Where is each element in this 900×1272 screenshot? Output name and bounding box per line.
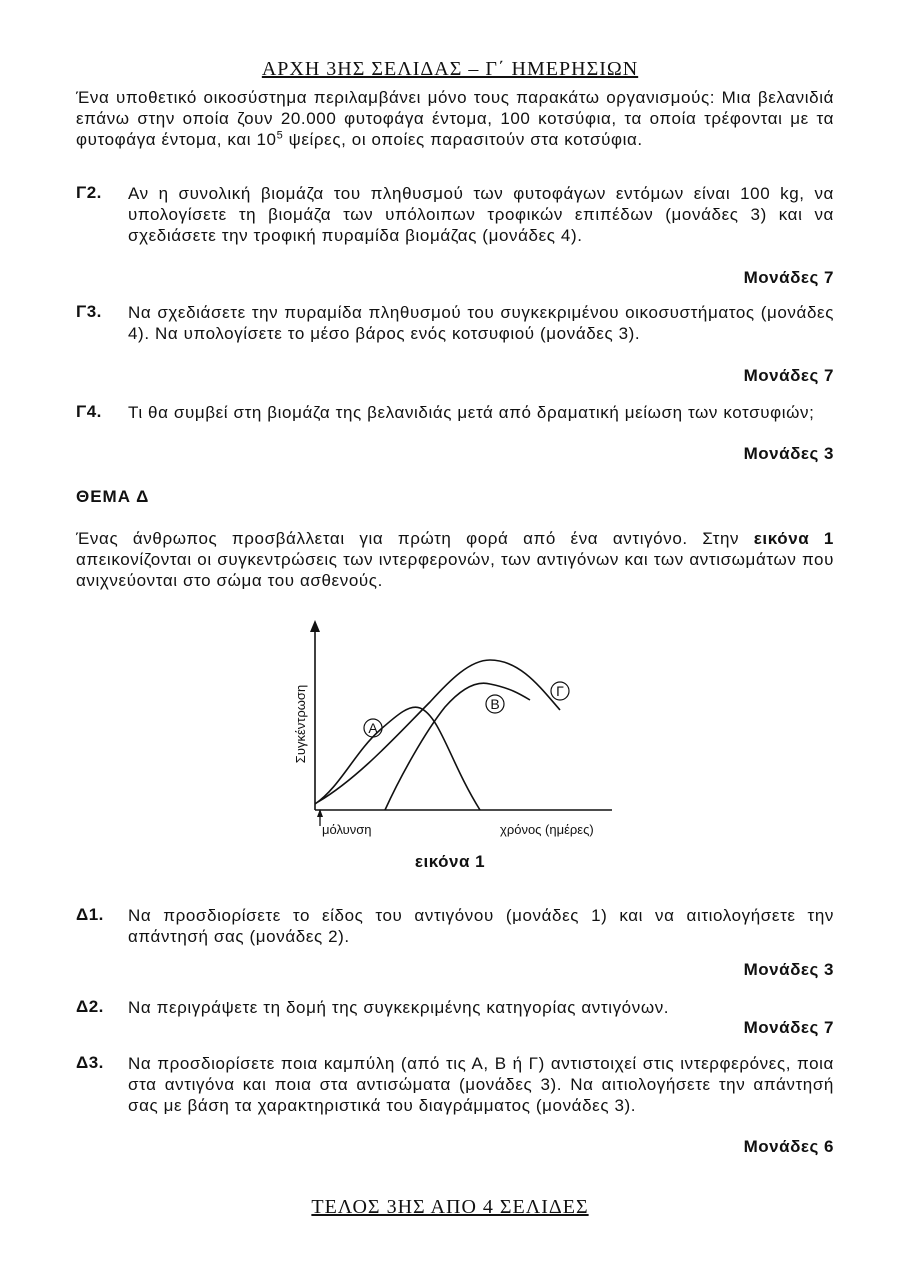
question-g4-marks: Μονάδες 3: [743, 444, 834, 463]
question-d3-number: Δ3.: [76, 1053, 104, 1072]
question-d1-text: Να προσδιορίσετε το είδος του αντιγόνου (μονάδες 1) και να αιτιολογήσετε την απάντησή σας (μονάδες 2).: [128, 906, 834, 946]
intro-text-part1: Ένα υποθετικό οικοσύστημα περιλαμβάνει μόνο τους παρακάτω οργανισμούς: Μια βελανιδιά επάνω στην οποία ζουν 20.000 φυτοφάγα έντομα, 100 κοτσύφια, τα οποία τρέφονται με τα φυτοφάγα έντομα, και 10: [76, 88, 834, 149]
question-g3-text: Να σχεδιάσετε την πυραμίδα πληθυσμού του συγκεκριμένου οικοσυστήματος (μονάδες 4). Να υπολογίσετε το μέσο βάρος ενός κοτσυφιού (μονάδες 3).: [128, 303, 834, 343]
question-d1-marks: Μονάδες 3: [743, 960, 834, 979]
question-d3-marks: Μονάδες 6: [743, 1137, 834, 1156]
figure-caption: εικόνα 1: [414, 852, 486, 871]
y-axis-arrow: [310, 620, 320, 632]
intro-exponent: 5: [276, 129, 284, 142]
x-axis-label: χρόνος (ημέρες): [500, 822, 594, 837]
question-g4-number: Γ4.: [76, 402, 102, 421]
curve-g-label: Γ: [556, 683, 564, 699]
section-d-title: ΘΕΜΑ Δ: [76, 487, 150, 506]
question-g2-number: Γ2.: [76, 183, 102, 202]
question-g2-text: Αν η συνολική βιομάζα του πληθυσμού των φυτοφάγων εντόμων είναι 100 kg, να υπολογίσετε τη βιομάζα των υπόλοιπων τροφικών επιπέδων (μονάδες 3) και να σχεδιάσετε την τροφική πυραμίδα βιομάζας (μονάδες 4).: [128, 184, 834, 245]
curve-b-label: Β: [490, 696, 500, 712]
page-footer: ΤΕΛΟΣ 3ΗΣ ΑΠΟ 4 ΣΕΛΙΔΕΣ: [311, 1196, 589, 1218]
intro-text-part2: ψείρες, οι οποίες παρασιτούν στα κοτσύφια.: [283, 130, 643, 149]
question-g3-number: Γ3.: [76, 302, 102, 321]
concentration-chart: [280, 612, 640, 848]
curve-a: [315, 707, 480, 810]
question-d2-marks: Μονάδες 7: [743, 1018, 834, 1037]
question-d3-text: Να προσδιορίσετε ποια καμπύλη (από τις Α, Β ή Γ) αντιστοιχεί στις ιντερφερόνες, ποια στα αντιγόνα και ποια στα αντισώματα (μονάδες 3). Να αιτιολογήσετε την απάντησή σας με βάση τα χαρακτηριστικά του διαγράμματος (μονάδες 3).: [128, 1054, 834, 1115]
intro-paragraph: [76, 87, 834, 150]
curve-b: [385, 683, 530, 810]
question-g2-marks: Μονάδες 7: [743, 268, 834, 287]
section-d-intro-bold: εικόνα 1: [753, 529, 834, 548]
question-d1-number: Δ1.: [76, 905, 104, 924]
y-axis-label: Συγκέντρωση: [293, 684, 308, 764]
question-d2-number: Δ2.: [76, 997, 104, 1016]
page-header: ΑΡΧΗ 3ΗΣ ΣΕΛΙΔΑΣ – Γ΄ ΗΜΕΡΗΣΙΩΝ: [261, 58, 639, 80]
question-d2-text: Να περιγράψετε τη δομή της συγκεκριμένης κατηγορίας αντιγόνων.: [128, 998, 670, 1017]
curve-a-label: Α: [368, 720, 378, 736]
section-d-intro-before: Ένας άνθρωπος προσβάλλεται για πρώτη φορά από ένα αντιγόνο. Στην: [76, 529, 754, 548]
origin-label: μόλυνση: [322, 822, 372, 837]
question-g4-text: Τι θα συμβεί στη βιομάζα της βελανιδιάς μετά από δραματική μείωση των κοτσυφιών;: [128, 403, 815, 422]
section-d-intro: [76, 528, 834, 591]
question-g3-marks: Μονάδες 7: [743, 366, 834, 385]
section-d-intro-after: απεικονίζονται οι συγκεντρώσεις των ιντερφερονών, των αντιγόνων και των αντισωμάτων που ανιχνεύονται στο σώμα του ασθενούς.: [76, 550, 834, 590]
